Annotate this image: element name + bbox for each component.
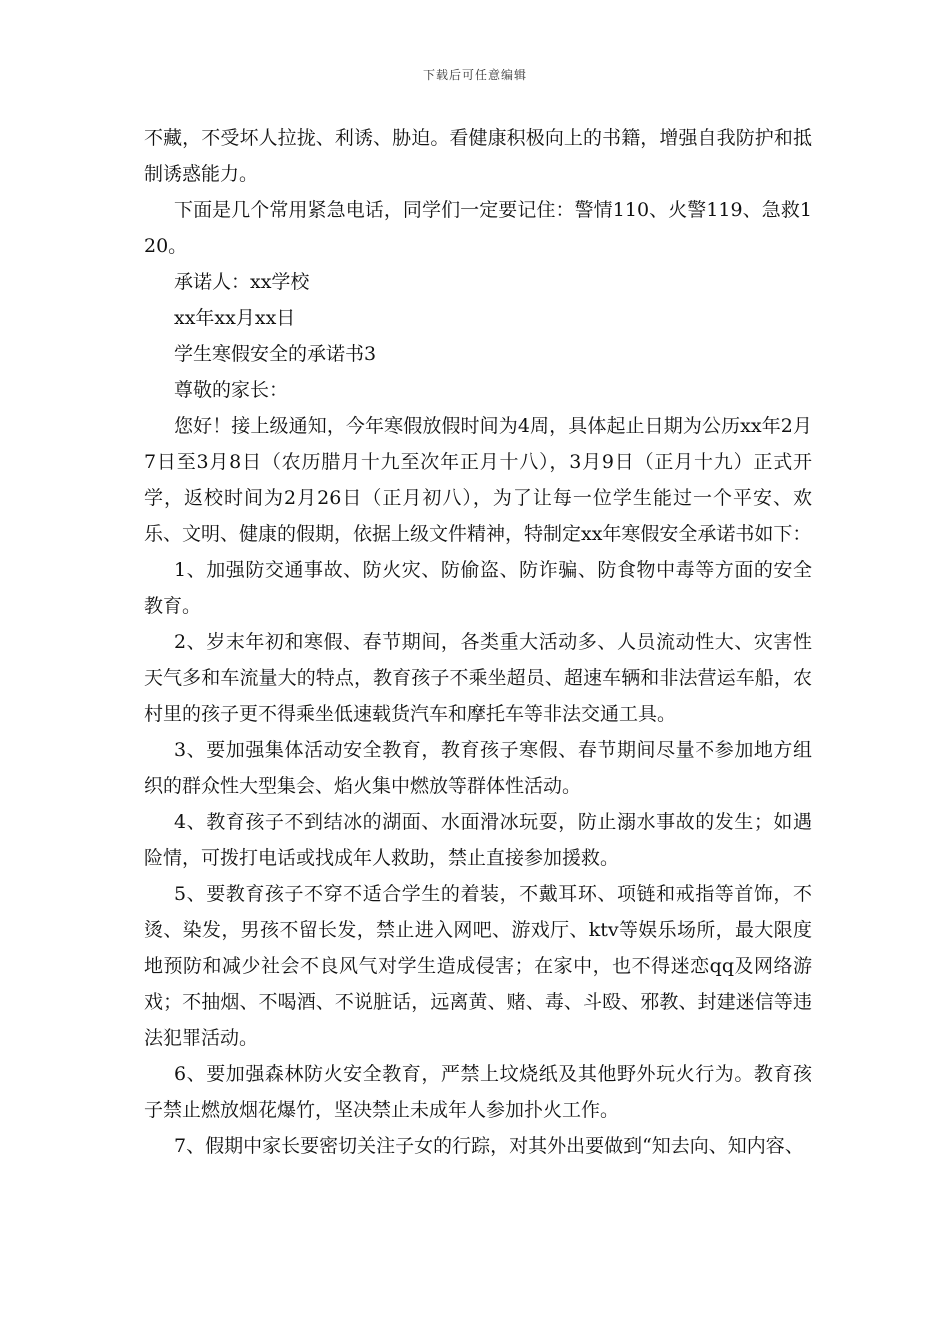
paragraph: 您好！接上级通知，今年寒假放假时间为4周，具体起止日期为公历xx年2月7日至3月8日（农历腊月十九至次年正月十八），3月9日（正月十九）正式开学，返校时间为2月26日（正月初八），为了让每一位学生能过一个平安、欢乐、文明、健康的假期，依据上级文件精神，特制定xx年寒假安全承诺书如下： [144,415,812,545]
paragraph: 尊敬的家长： [174,379,289,401]
paragraph: 下面是几个常用紧急电话，同学们一定要记住：警情110、火警119、急救120。 [144,199,812,257]
paragraph: 5、要教育孩子不穿不适合学生的着装，不戴耳环、项链和戒指等首饰，不烫、染发，男孩不留长发，禁止进入网吧、游戏厅、ktv等娱乐场所，最大限度地预防和减少社会不良风气对学生造成侵害；在家中，也不得迷恋qq及网络游戏；不抽烟、不喝酒、不说脏话，远离黄、赌、毒、斗殴、邪教、封建迷信等违法犯罪活动。 [144,883,812,1049]
paragraph: 1、加强防交通事故、防火灾、防偷盗、防诈骗、防食物中毒等方面的安全教育。 [144,559,812,617]
paragraph: 3、要加强集体活动安全教育，教育孩子寒假、春节期间尽量不参加地方组织的群众性大型集会、焰火集中燃放等群体性活动。 [144,739,812,797]
paragraph: 6、要加强森林防火安全教育，严禁上坟烧纸及其他野外玩火行为。教育孩子禁止燃放烟花爆竹，坚决禁止未成年人参加扑火工作。 [144,1063,812,1121]
paragraph: 学生寒假安全的承诺书3 [174,343,377,365]
paragraph: 7、假期中家长要密切关注子女的行踪，对其外出要做到“知去向、知内容、 [174,1135,804,1157]
paragraph: 不藏，不受坏人拉拢、利诱、胁迫。看健康积极向上的书籍，增强自我防护和抵制诱惑能力。 [144,127,812,185]
paragraph: 承诺人：xx学校 [174,271,310,293]
paragraph: xx年xx月xx日 [174,307,296,329]
page-header: 下载后可任意编辑 [422,68,527,82]
paragraph: 2、岁末年初和寒假、春节期间，各类重大活动多、人员流动性大、灾害性天气多和车流量大的特点，教育孩子不乘坐超员、超速车辆和非法营运车船，农村里的孩子更不得乘坐低速载货汽车和摩托车等非法交通工具。 [144,631,812,725]
document-body [144,120,812,1164]
paragraph: 4、教育孩子不到结冰的湖面、水面滑冰玩耍，防止溺水事故的发生；如遇险情，可拨打电话或找成年人救助，禁止直接参加援救。 [144,811,812,869]
